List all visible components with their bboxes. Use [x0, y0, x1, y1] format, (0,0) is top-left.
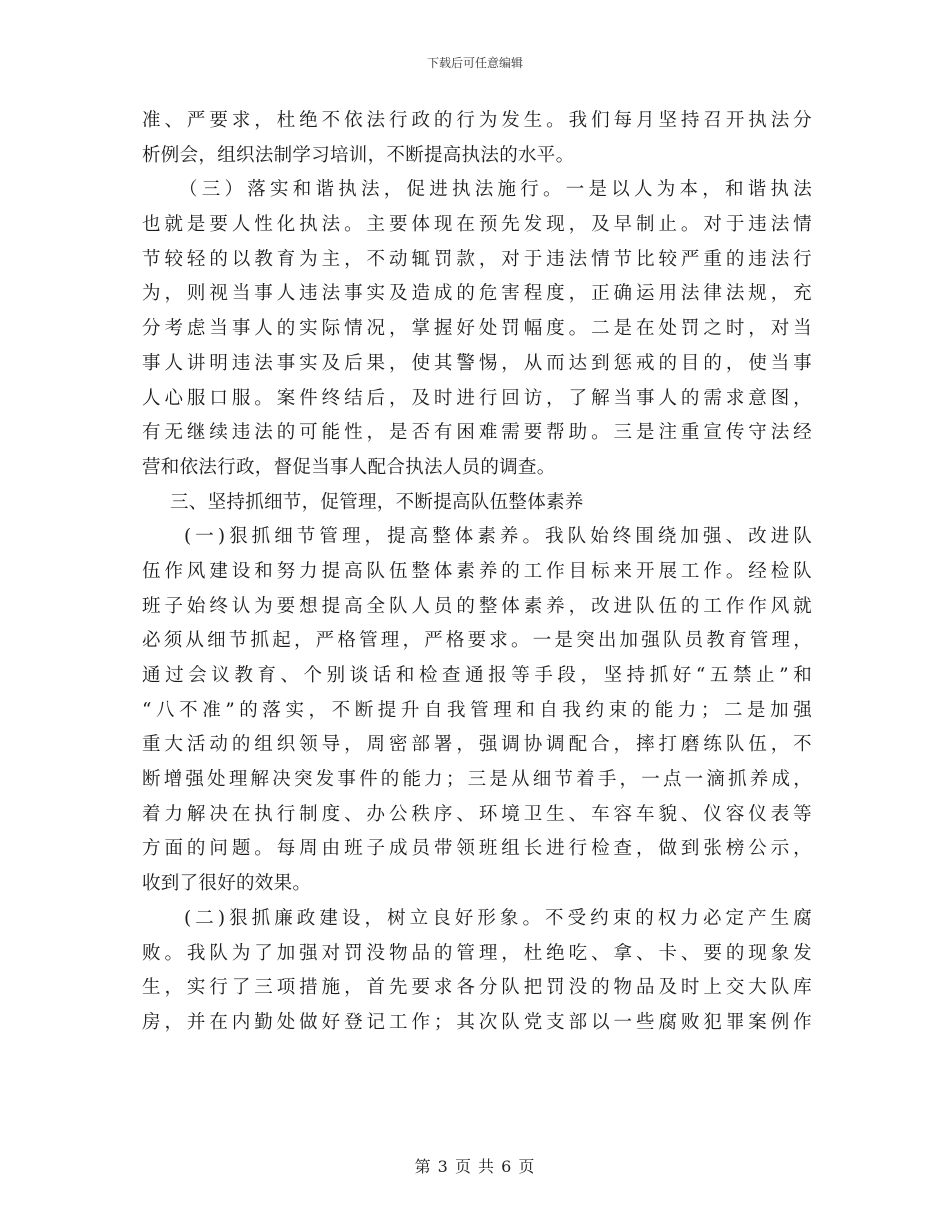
body-line: （三）落实和谐执法，促进执法施行。一是以人为本，和谐执法: [179, 179, 812, 201]
body-line: (一)狠抓细节管理，提高整体素养。我队始终围绕加强、改进队: [184, 526, 812, 548]
body-line: 必须从细节抓起，严格管理，严格要求。一是突出加强队员教育管理，: [142, 630, 812, 652]
body-line: 事人讲明违法事实及后果，使其警惕，从而达到惩戒的目的，使当事: [142, 352, 812, 374]
body-line: 有无继续违法的可能性，是否有困难需要帮助。三是注重宣传守法经: [142, 422, 812, 444]
body-line: 准、严要求，杜绝不依法行政的行为发生。我们每月坚持召开执法分: [142, 110, 812, 131]
body-line: 房，并在内勤处做好登记工作；其次队党支部以一些腐败犯罪案例作: [142, 1011, 812, 1033]
body-line: 也就是要人性化执法。主要体现在预先发现，及早制止。对于违法情: [142, 214, 812, 236]
body-line: 人心服口服。案件终结后，及时进行回访，了解当事人的需求意图，: [142, 387, 812, 409]
body-line: 收到了很好的效果。: [142, 873, 312, 895]
body-line: 伍作风建设和努力提高队伍整体素养的工作目标来开展工作。经检队: [142, 560, 812, 582]
body-line: 节较轻的以教育为主，不动辄罚款，对于违法情节比较严重的违法行: [142, 248, 812, 270]
body-line: 生，实行了三项措施，首先要求各分队把罚没的物品及时上交大队库: [142, 977, 812, 999]
body-line: 班子始终认为要想提高全队人员的整体素养，改进队伍的工作作风就: [142, 595, 812, 617]
body-line: 方面的问题。每周由班子成员带领班组长进行检查，做到张榜公示，: [142, 838, 812, 860]
body-line: 重大活动的组织领导，周密部署，强调协调配合，摔打磨练队伍，不: [142, 734, 812, 756]
body-line: 分考虑当事人的实际情况，掌握好处罚幅度。二是在处罚之时，对当: [142, 318, 812, 340]
section-heading: 三、坚持抓细节，促管理，不断提高队伍整体素养: [170, 491, 584, 513]
body-line: 营和依法行政，督促当事人配合执法人员的调查。: [142, 456, 556, 478]
body-line: 着力解决在执行制度、办公秩序、环境卫生、车容车貌、仪容仪表等: [142, 803, 812, 825]
body-line: 通过会议教育、个别谈话和检查通报等手段，坚持抓好“五禁止”和: [142, 665, 812, 686]
body-line: 败。我队为了加强对罚没物品的管理，杜绝吃、拿、卡、要的现象发: [142, 942, 812, 964]
body-line: 断增强处理解决突发事件的能力；三是从细节着手，一点一滴抓养成，: [142, 769, 812, 791]
body-line: 为，则视当事人违法事实及造成的危害程度，正确运用法律法规，充: [142, 283, 812, 305]
body-line: 析例会，组织法制学习培训，不断提高执法的水平。: [142, 144, 575, 166]
document-body: [142, 104, 812, 1041]
page-header: 下载后可任意编辑: [426, 56, 523, 70]
body-line: (二)狠抓廉政建设，树立良好形象。不受约束的权力必定产生腐: [184, 907, 812, 929]
body-line: “八不准”的落实，不断提升自我管理和自我约束的能力；二是加强: [142, 699, 812, 721]
page-number: 第 3 页 共 6 页: [414, 1157, 536, 1176]
